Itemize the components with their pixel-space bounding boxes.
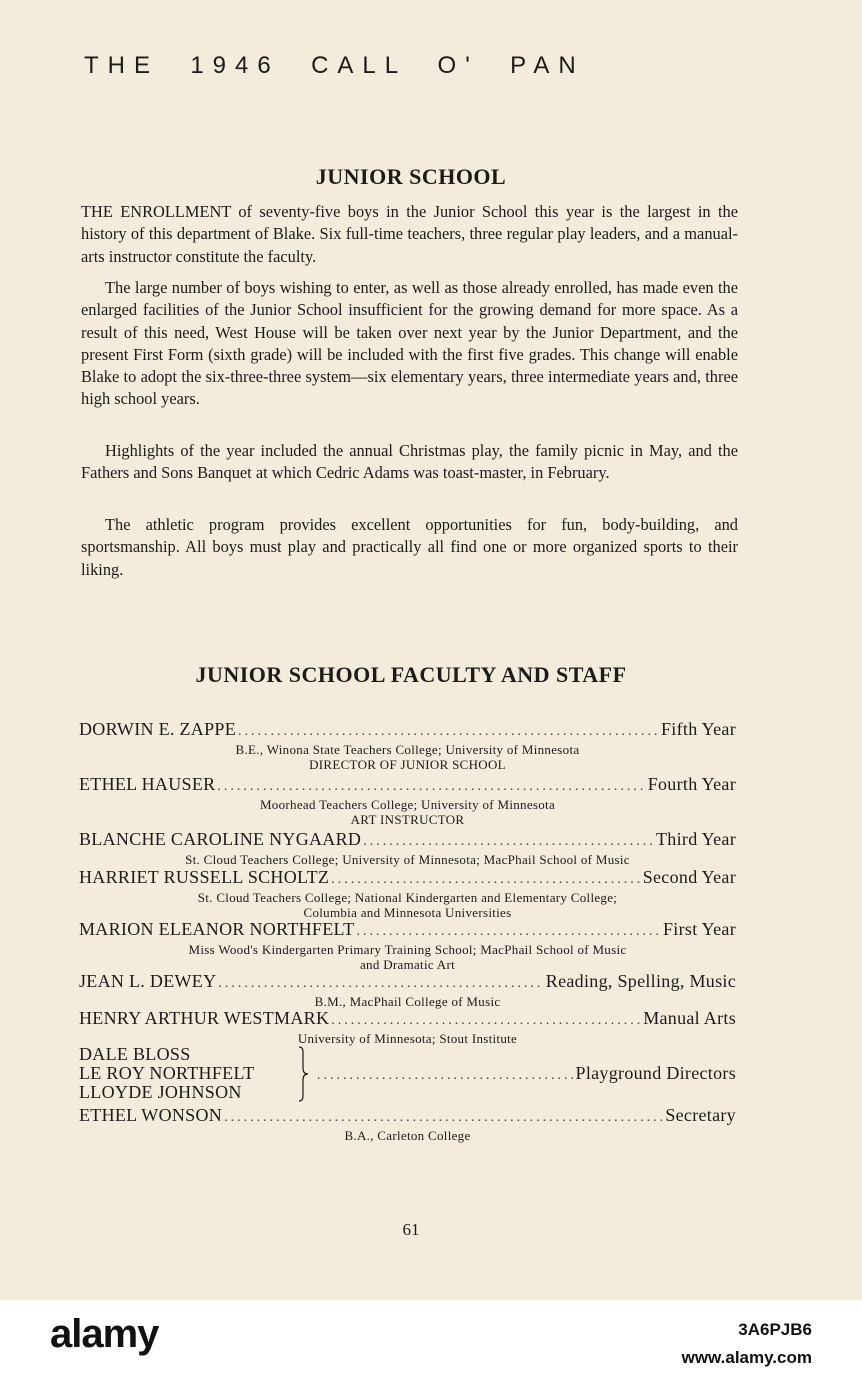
faculty-heading: JUNIOR SCHOOL FACULTY AND STAFF [195, 662, 627, 687]
faculty-name: HARRIET RUSSELL SCHOLTZ [79, 867, 330, 887]
faculty-role: Manual Arts [643, 1008, 736, 1028]
faculty-credentials: Miss Wood's Kindergarten Primary Training School; MacPhail School of Music [188, 942, 627, 957]
faculty-entry [79, 719, 736, 772]
faculty-title-line: DIRECTOR OF JUNIOR SCHOOL [309, 757, 506, 772]
alamy-logo: alamy [50, 1312, 159, 1356]
faculty-name: LE ROY NORTHFELT [79, 1063, 255, 1083]
dot-leader [238, 722, 659, 742]
group-role-line [315, 1063, 736, 1086]
faculty-role: Second Year [642, 867, 736, 887]
dot-leader [317, 1066, 574, 1086]
faculty-credentials: B.E., Winona State Teachers College; University of Minnesota [235, 742, 580, 757]
running-header: THE 1946 CALL O' PAN [84, 52, 585, 79]
paragraph-enrollment: THE ENROLLMENT of seventy-five boys in the Junior School this year is the largest in the history of this department of Blake. Six full-time teachers, three regular play leaders, and a manual-arts instructor constitute the faculty. [81, 202, 738, 266]
faculty-name: BLANCHE CAROLINE NYGAARD [79, 829, 362, 849]
faculty-credentials: Columbia and Minnesota Universities [303, 905, 512, 920]
faculty-entry [79, 1105, 736, 1143]
dot-leader [363, 832, 654, 852]
faculty-credentials: and Dramatic Art [359, 957, 456, 972]
faculty-entry [79, 1008, 736, 1046]
faculty-entry [79, 919, 736, 972]
faculty-role: Reading, Spelling, Music [545, 971, 736, 991]
dot-leader [331, 870, 640, 890]
faculty-role: Playground Directors [575, 1063, 736, 1083]
footer-url: www.alamy.com [681, 1348, 812, 1367]
faculty-name: LLOYDE JOHNSON [79, 1082, 242, 1102]
dot-leader [218, 974, 543, 994]
faculty-credentials: St. Cloud Teachers College; National Kindergarten and Elementary College; [197, 890, 618, 905]
faculty-entry [79, 971, 736, 1009]
faculty-credentials: St. Cloud Teachers College; University of Minnesota; MacPhail School of Music [185, 852, 630, 867]
dot-leader [217, 777, 645, 797]
dot-leader [224, 1108, 663, 1128]
stock-footer-bar [0, 1300, 862, 1390]
faculty-credentials: B.M., MacPhail College of Music [314, 994, 501, 1009]
image-code: 3A6PJB6 [738, 1320, 812, 1339]
faculty-credentials: B.A., Carleton College [344, 1128, 471, 1143]
right-brace-icon [297, 1046, 309, 1102]
faculty-title-line: ART INSTRUCTOR [350, 812, 465, 827]
faculty-entry [79, 774, 736, 827]
page-number: 61 [402, 1220, 420, 1239]
faculty-role: Secretary [665, 1105, 736, 1125]
faculty-name: DORWIN E. ZAPPE [79, 719, 236, 739]
junior-school-heading: JUNIOR SCHOOL [315, 164, 507, 189]
playground-directors-group [79, 1044, 736, 1104]
faculty-name: DALE BLOSS [79, 1044, 191, 1064]
faculty-name: MARION ELEANOR NORTHFELT [79, 919, 355, 939]
faculty-name: ETHEL WONSON [79, 1105, 223, 1125]
paragraph-expansion: The large number of boys wishing to enter, as well as those already enrolled, has made even the enlarged facilities of the Junior School insufficient for the growing demand for more space. As a result of this need, West House will be taken over next year by the Junior Department, and the present First Form (sixth grade) will be included with the first five grades. This change will enable Blake to adopt the six-three-three system—six elementary years, three intermediate years and, three high school years. [81, 278, 738, 409]
faculty-name: HENRY ARTHUR WESTMARK [79, 1008, 330, 1028]
faculty-name: ETHEL HAUSER [79, 774, 216, 794]
faculty-credentials: University of Minnesota; Stout Institute [297, 1031, 518, 1046]
faculty-credentials: Moorhead Teachers College; University of Minnesota [259, 797, 556, 812]
faculty-role: Fourth Year [647, 774, 736, 794]
paragraph-athletics: The athletic program provides excellent opportunities for fun, body-building, and sportsmanship. All boys must play and practically all find one or more organized sports to their liking. [81, 515, 738, 579]
faculty-entry [79, 867, 736, 920]
faculty-role: Third Year [656, 829, 736, 849]
faculty-role: First Year [662, 919, 736, 939]
faculty-role: Fifth Year [660, 719, 736, 739]
faculty-name: JEAN L. DEWEY [79, 971, 217, 991]
faculty-entry [79, 829, 736, 867]
paragraph-highlights: Highlights of the year included the annual Christmas play, the family picnic in May, and the Fathers and Sons Banquet at which Cedric Adams was toast-master, in February. [81, 441, 738, 483]
dot-leader [356, 922, 661, 942]
dot-leader [331, 1011, 641, 1031]
